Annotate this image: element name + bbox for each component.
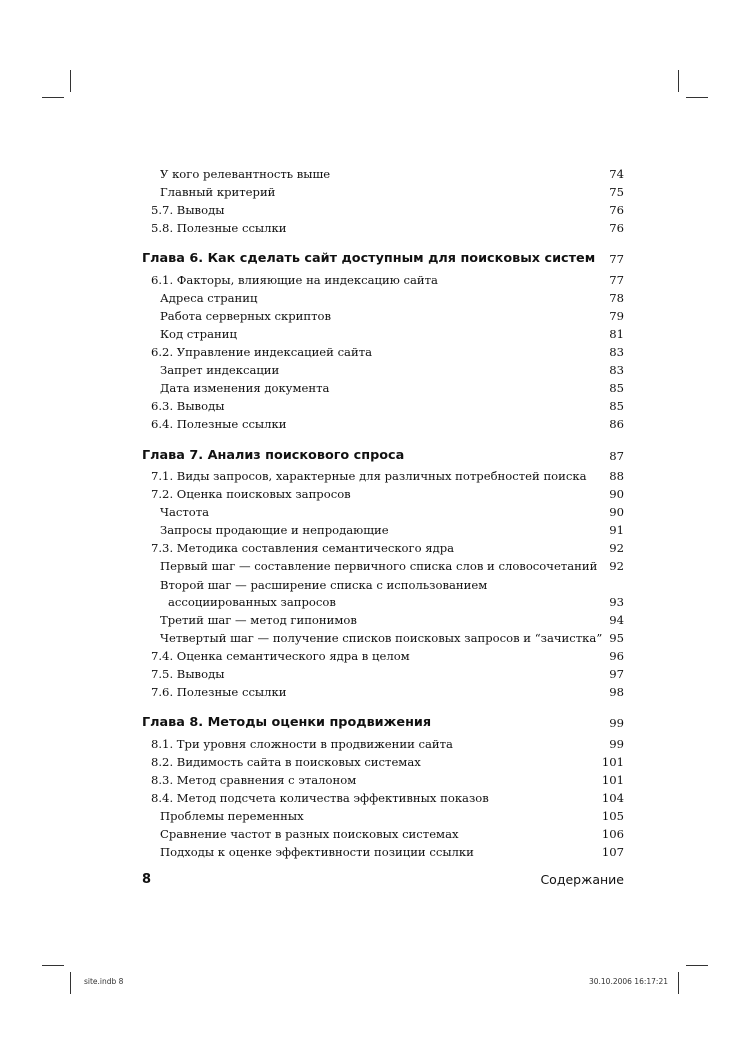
chapter-heading — [0, 713, 750, 733]
toc-entry — [0, 790, 750, 806]
toc-entry-page: 91 — [609, 523, 624, 537]
toc-entry-title: 7.4. Оценка семантического ядра в целом — [151, 649, 410, 663]
toc-entry-title: Запросы продающие и непродающие — [160, 523, 389, 537]
toc-entry-title: 6.2. Управление индексацией сайта — [151, 345, 373, 359]
toc-entry-title: Дата изменения документа — [160, 381, 330, 395]
toc-entry-page: 95 — [609, 631, 624, 645]
toc-entry-title: 8.4. Метод подсчета количества эффективных показов — [151, 791, 489, 805]
toc-entry-title: Подходы к оценке эффективности позиции ссылки — [160, 845, 474, 859]
running-footer-title: Содержание — [540, 872, 624, 887]
toc-entry-page: 77 — [609, 273, 624, 287]
toc-entry-title: Первый шаг — составление первичного списка слов и словосочетаний — [160, 559, 598, 573]
toc-entry-title: 8.3. Метод сравнения с эталоном — [151, 773, 357, 787]
toc-entry — [0, 202, 750, 218]
toc-entry-page: 78 — [609, 291, 624, 305]
toc-entry — [0, 522, 750, 538]
toc-entry-page: 98 — [609, 685, 624, 699]
toc-entry-title: 5.7. Выводы — [151, 203, 225, 217]
toc-entry — [0, 504, 750, 520]
toc-entry — [0, 344, 750, 360]
toc-entry-page: 83 — [609, 345, 624, 359]
toc-entry — [0, 326, 750, 342]
toc-entry — [0, 594, 750, 610]
toc-entry-page: 93 — [609, 595, 624, 609]
toc-entry-title: Главный критерий — [160, 185, 276, 199]
toc-entry — [0, 468, 750, 484]
toc-entry-page: 85 — [609, 381, 624, 395]
toc-entry-title: 5.8. Полезные ссылки — [151, 221, 287, 235]
toc-entry-page: 86 — [609, 417, 624, 431]
toc-entry-title: 6.1. Факторы, влияющие на индексацию сайта — [151, 273, 438, 287]
print-slug-timestamp: 30.10.2006 16:17:21 — [588, 977, 668, 986]
toc-entry — [0, 540, 750, 556]
toc-entry-page: 77 — [609, 252, 624, 266]
toc-entry-title: 7.2. Оценка поисковых запросов — [151, 487, 351, 501]
toc-entry-page: 92 — [609, 559, 624, 573]
chapter-heading — [0, 446, 750, 466]
toc-entry — [0, 736, 750, 752]
toc-entry-page: 97 — [609, 667, 624, 681]
toc-entry-title: 7.6. Полезные ссылки — [151, 685, 287, 699]
toc-entry-page: 94 — [609, 613, 624, 627]
toc-entry-title: Сравнение частот в разных поисковых системах — [160, 827, 459, 841]
toc-entry-title: Запрет индексации — [160, 363, 280, 377]
toc-entry-page: 79 — [609, 309, 624, 323]
toc-entry-page: 99 — [609, 716, 624, 730]
toc-entry-title: Код страниц — [160, 327, 237, 341]
toc-entry-page: 105 — [601, 809, 624, 823]
chapter-heading — [0, 249, 750, 269]
toc-entry-title: 8.2. Видимость сайта в поисковых системах — [151, 755, 421, 769]
toc-entry — [0, 772, 750, 788]
toc-entry — [0, 754, 750, 770]
toc-entry — [0, 630, 750, 646]
toc-entry — [0, 808, 750, 824]
toc-entry — [0, 844, 750, 860]
toc-entry-page: 76 — [609, 203, 624, 217]
toc-entry — [0, 272, 750, 288]
toc-entry-page: 106 — [601, 827, 624, 841]
toc-entry — [0, 290, 750, 306]
toc-entry-title: Третий шаг — метод гипонимов — [160, 613, 357, 627]
page-number: 8 — [142, 872, 152, 887]
toc-entry — [0, 184, 750, 200]
toc-entry-title: 6.3. Выводы — [151, 399, 225, 413]
toc-entry-page: 88 — [609, 469, 624, 483]
toc-entry-title: Глава 7. Анализ поискового спроса — [142, 448, 405, 463]
toc-entry — [0, 684, 750, 700]
toc-entry — [0, 220, 750, 236]
toc-entry-page: 92 — [609, 541, 624, 555]
toc-entry-page: 101 — [601, 755, 624, 769]
toc-entry-page: 87 — [609, 449, 624, 463]
toc-entry-page: 101 — [601, 773, 624, 787]
toc-entry-page: 75 — [609, 185, 624, 199]
toc-entry-title: 7.5. Выводы — [151, 667, 225, 681]
toc-entry-title: 7.1. Виды запросов, характерные для различных потребностей поиска — [151, 469, 587, 483]
toc-entry — [0, 308, 750, 324]
crop-mark — [70, 972, 71, 994]
toc-entry — [0, 486, 750, 502]
toc-entry-title: Работа серверных скриптов — [160, 309, 331, 323]
toc-entry-page: 85 — [609, 399, 624, 413]
toc-entry — [0, 612, 750, 628]
toc-entry-page: 96 — [609, 649, 624, 663]
toc-entry-title: Второй шаг — расширение списка с использованием — [160, 578, 488, 592]
toc-entry — [0, 577, 750, 593]
toc-entry-title: 8.1. Три уровня сложности в продвижении сайта — [151, 737, 453, 751]
toc-entry-page: 74 — [609, 167, 624, 181]
toc-entry — [0, 558, 750, 574]
toc-entry-page: 76 — [609, 221, 624, 235]
toc-entry — [0, 380, 750, 396]
toc-entry-page: 90 — [609, 505, 624, 519]
toc-entry — [0, 416, 750, 432]
toc-entry-page: 107 — [601, 845, 624, 859]
toc-entry-title: Проблемы переменных — [160, 809, 304, 823]
toc-entry-title: Адреса страниц — [160, 291, 258, 305]
toc-entry-title: Частота — [160, 505, 210, 519]
toc-entry-page: 90 — [609, 487, 624, 501]
toc-entry — [0, 648, 750, 664]
crop-mark — [686, 965, 708, 966]
toc-entry-title: 6.4. Полезные ссылки — [151, 417, 287, 431]
crop-mark — [42, 965, 64, 966]
toc-entry-page: 83 — [609, 363, 624, 377]
toc-entry-page: 81 — [609, 327, 624, 341]
crop-mark — [678, 972, 679, 994]
toc-entry-title: У кого релевантность выше — [160, 167, 331, 181]
toc-entry — [0, 826, 750, 842]
toc-entry-page: 104 — [601, 791, 624, 805]
toc-entry-title: Четвертый шаг — получение списков поисковых запросов и “зачистка” — [160, 631, 603, 645]
print-slug-file: site.indb 8 — [84, 977, 124, 986]
toc-entry-title: Глава 8. Методы оценки продвижения — [142, 715, 432, 730]
toc-entry — [0, 398, 750, 414]
toc-entry — [0, 166, 750, 182]
toc-entry — [0, 362, 750, 378]
toc-entry-title: ассоциированных запросов — [168, 595, 336, 609]
toc-entry — [0, 666, 750, 682]
toc-entry-title: Глава 6. Как сделать сайт доступным для поисковых систем — [142, 251, 596, 266]
toc-entry-page: 99 — [609, 737, 624, 751]
toc-entry-title: 7.3. Методика составления семантического ядра — [151, 541, 455, 555]
